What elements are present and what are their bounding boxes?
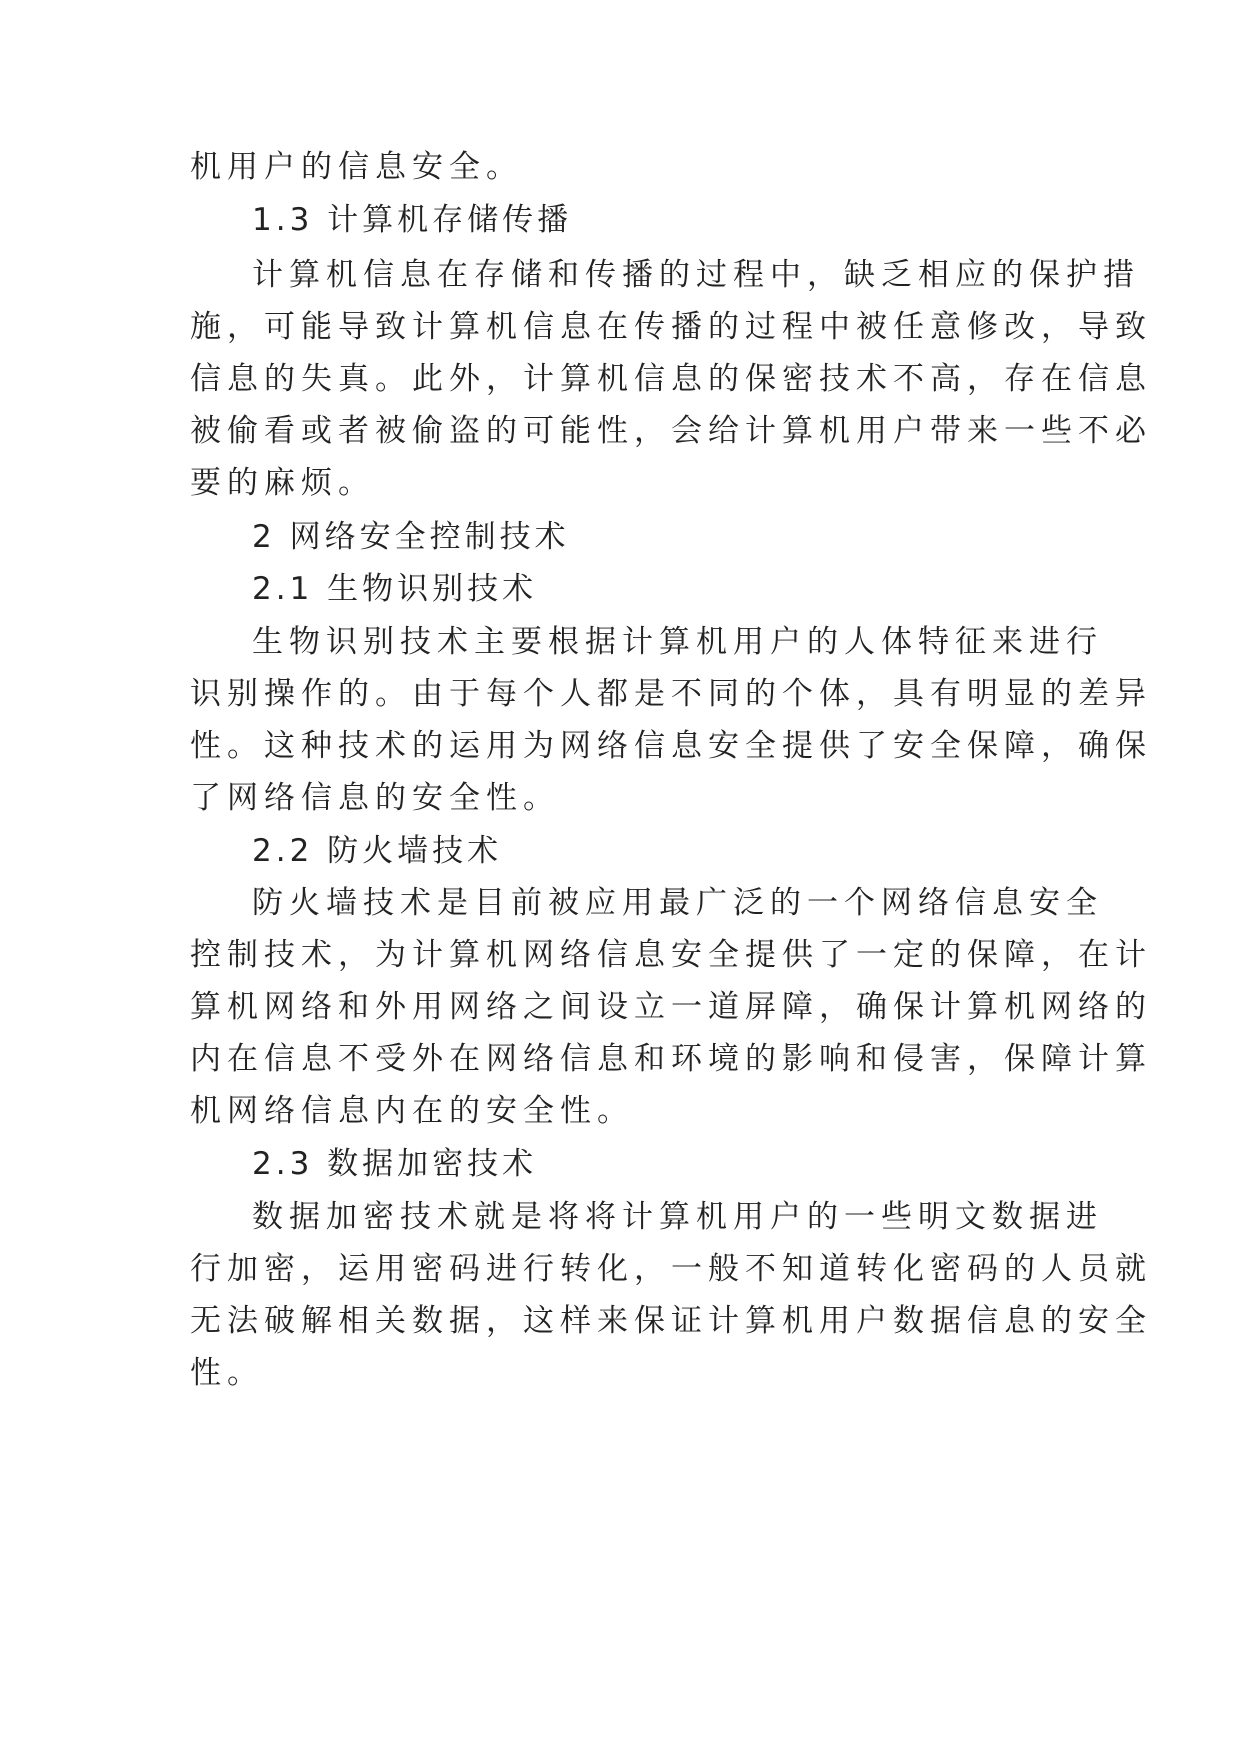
paragraph-line: 信息的失真。此外，计算机信息的保密技术不高，存在信息 (190, 361, 1152, 397)
paragraph-line: 性。 (190, 1355, 264, 1391)
paragraph-line: 识别操作的。由于每个人都是不同的个体，具有明显的差异 (190, 676, 1152, 712)
paragraph-line: 计算机信息在存储和传播的过程中，缺乏相应的保护措 (252, 257, 1140, 293)
paragraph-line: 机网络信息内在的安全性。 (190, 1093, 634, 1129)
paragraph-line: 防火墙技术是目前被应用最广泛的一个网络信息安全 (252, 885, 1103, 921)
paragraph-line: 了网络信息的安全性。 (190, 780, 560, 816)
paragraph-line: 性。这种技术的运用为网络信息安全提供了安全保障，确保 (190, 728, 1152, 764)
section-heading: 2.1 生物识别技术 (252, 571, 538, 607)
paragraph-line: 行加密，运用密码进行转化，一般不知道转化密码的人员就 (190, 1251, 1152, 1287)
paragraph-line: 生物识别技术主要根据计算机用户的人体特征来进行 (252, 624, 1103, 660)
paragraph-line: 无法破解相关数据，这样来保证计算机用户数据信息的安全 (190, 1303, 1152, 1339)
paragraph-line: 算机网络和外用网络之间设立一道屏障，确保计算机网络的 (190, 989, 1152, 1025)
paragraph-line: 施，可能导致计算机信息在传播的过程中被任意修改，导致 (190, 309, 1152, 345)
section-heading: 1.3 计算机存储传播 (252, 202, 573, 238)
paragraph-line: 被偷看或者被偷盗的可能性，会给计算机用户带来一些不必 (190, 413, 1152, 449)
paragraph-line: 控制技术，为计算机网络信息安全提供了一定的保障，在计 (190, 937, 1152, 973)
paragraph-line: 要的麻烦。 (190, 465, 375, 501)
section-heading: 2.3 数据加密技术 (252, 1146, 538, 1182)
paragraph-line: 内在信息不受外在网络信息和环境的影响和侵害，保障计算 (190, 1041, 1152, 1077)
section-heading: 2.2 防火墙技术 (252, 833, 503, 869)
section-heading: 2 网络安全控制技术 (252, 519, 570, 555)
paragraph-line: 数据加密技术就是将将计算机用户的一些明文数据进 (252, 1199, 1103, 1235)
paragraph-line: 机用户的信息安全。 (190, 149, 523, 185)
